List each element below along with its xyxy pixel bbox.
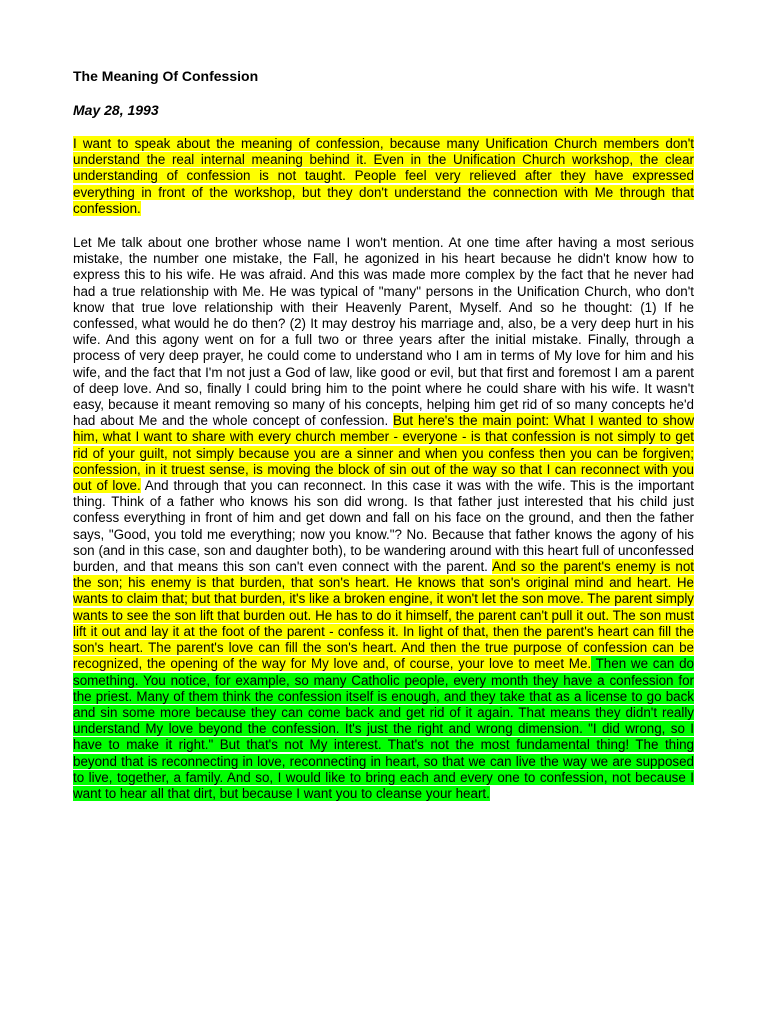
highlight-yellow-main-point: But here's the main point: What I wanted to show him, what I want to share with every church member - everyone - is that confession is not simply to get rid of your guilt, not simply because you are a sinner and when you confess then you can be forgiven; confession, in it truest sense, is moving the block of sin out of the way so that I can reconnect with you out of love. (73, 413, 694, 494)
text-brother-story: Let Me talk about one brother whose name I won't mention. At one time after having a most serious mistake, the number one mistake, the Fall, he agonized in his heart because he didn't know how to express this to his wife. He was afraid. And this was made more complex by the fact that he never had had a true relationship with Me. He was typical of "many" persons in the Unification Church, who don't know that true love relationship with their Heavenly Parent, Myself. And so he thought: (1) If he confessed, what would he do then? (2) It may destroy his marriage and, also, be a very deep hurt in his wife. And this agony went on for a full two or three years after the initial mistake. Finally, through a process of very deep prayer, he could come to understand who I am in terms of My love for him and his wife, and the fact that I'm not just a God of law, like good or evil, but that first and foremost I am a parent of deep love. And so, finally I could bring him to the point where he could share with his wife. It wasn't easy, because it meant removing so many of his concepts, helping him get rid of so many concepts he'd had about Me and the whole concept of confession. (73, 235, 694, 429)
document-date: May 28, 1993 (73, 102, 159, 118)
highlight-yellow-intro: I want to speak about the meaning of confession, because many Unification Church members don't understand the real internal meaning behind it. Even in the Unification Church workshop, the clear understanding of confession is not taught. People feel very relieved after they have expressed everything in front of the workshop, but they don't understand the connection with Me through that confession. (73, 136, 694, 216)
document-title: The Meaning Of Confession (73, 68, 259, 84)
document-page (73, 66, 694, 802)
paragraph-intro (73, 136, 694, 217)
highlight-green-catholic: Then we can do something. You notice, for example, so many Catholic people, every month they have a confession for the priest. Many of them think the confession itself is enough, and they take that as a license to go back and sin some more because they can come back and get rid of it again. That means they didn't really understand My love beyond the confession. It's just the right and wrong dimension. "I did wrong, so I have to make it right." But that's not My interest. That's not the most fundamental thing! The thing beyond that is reconnecting in love, reconnecting in heart, so that we can live the way we are supposed to live, together, a family. And so, I would like to bring each and every one to confession, not because I want to hear all that dirt, but because I want you to cleanse your heart. (73, 656, 694, 801)
paragraph-main (73, 235, 694, 802)
text-father-son: And through that you can reconnect. In this case it was with the wife. This is the important thing. Think of a father who knows his son did wrong. Is that father just interested that his child just confess everything in front of him and get down and fall on his face on the ground, and then the father says, "Good, you told me everything; now you know."? No. Because that father knows the agony of his son (and in this case, son and daughter both), to be wandering around with this heart full of unconfessed burden, and that means this son can't even connect with the parent. (73, 478, 694, 575)
highlight-yellow-parent-enemy: And so the parent's enemy is not the son; his enemy is that burden, that son's heart. He knows that son's original mind and heart. He wants to claim that; but that burden, it's like a broken engine, it won't let the son move. The parent simply wants to see the son lift that burden out. He has to do it himself, the parent can't pull it out. The son must lift it out and lay it at the foot of the parent - confess it. In light of that, then the parent's heart can fill the son's heart. The parent's love can fill the son's heart. And then the true purpose of confession can be recognized, the opening of the way for My love and, of course, your love to meet Me. (73, 559, 694, 672)
